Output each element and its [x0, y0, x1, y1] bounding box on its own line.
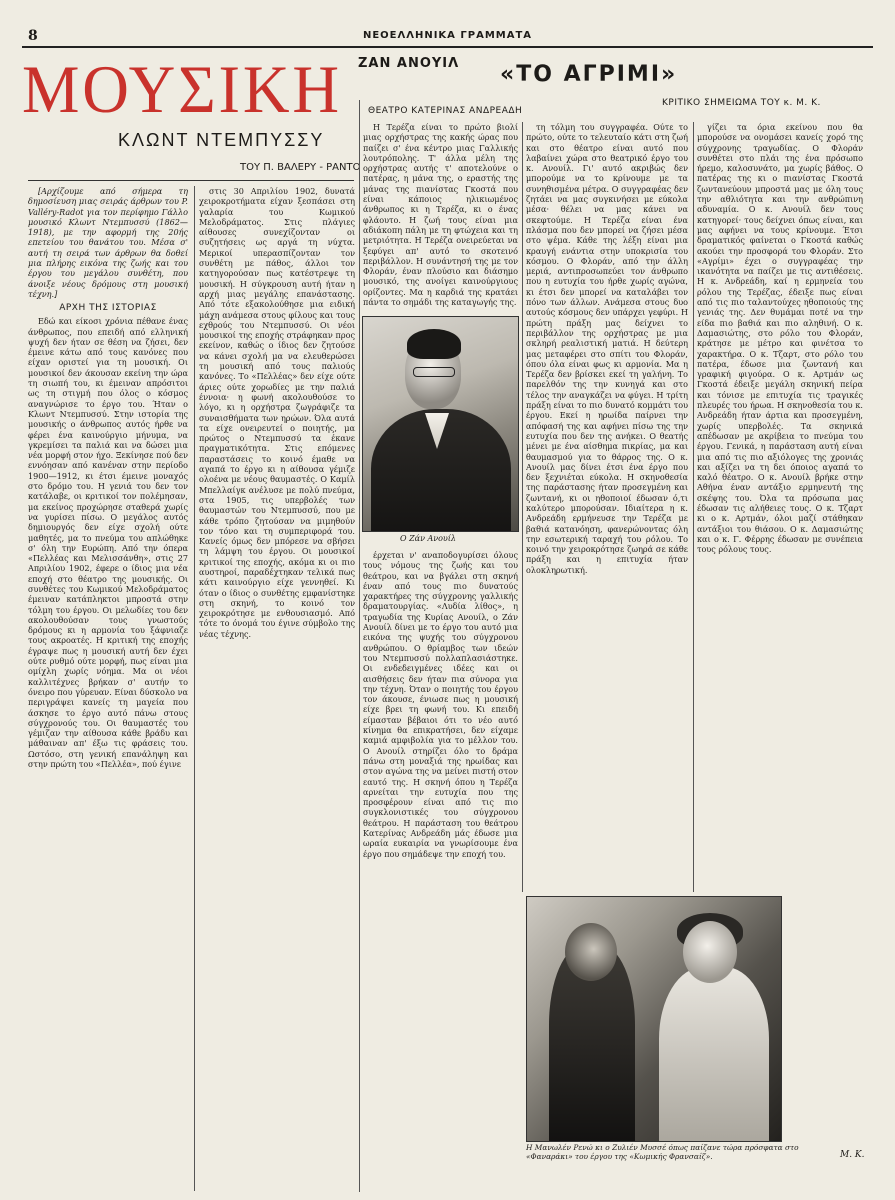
article-title: ΚΛΩΝΤ ΝΤΕΜΠΥΣΣΥ	[118, 130, 325, 150]
article-byline: ΤΟΥ Π. ΒΑΛΕΡΥ - ΡΑΝΤΟ	[240, 162, 361, 173]
column-divider	[693, 122, 694, 892]
critic-signature: Μ. Κ.	[840, 1150, 865, 1160]
play-title: «ΤΟ ΑΓΡΙΜΙ»	[500, 62, 678, 87]
play-author: ΖΑΝ ΑΝΟΥΙΛ	[358, 56, 460, 71]
column-2	[199, 186, 355, 1194]
column-divider	[194, 186, 195, 1191]
theater-name: ΘΕΑΤΡΟ ΚΑΤΕΡΙΝΑΣ ΑΝΔΡΕΑΔΗ	[368, 106, 523, 116]
column-3-bottom	[363, 550, 518, 1190]
column-5-text: γίζει τα όρια εκείνου που θα μπορούσε να ονομάσει κανείς χορό της σύγχρονης τραγωδίας. Ο Φλοράν συνθέτει στο πλάι της ένα πρόσωπο ήρεμο, καλοσυνάτο, μα χωρίς βάθος. Ο πατέρας της κι ο πιανίστας Γκοστά ζωντανεύουν μπροστά μας με όλη τους την αθλιότητα και την ανθρώπινη αδυναμία. Ο κ. Ανουίλ δεν τους κατηγορεί· τους δείχνει όπως είναι, και μας αφήνει να τους κρίνουμε. Έτσι δραματικός φαίνεται ο Γκοστά καθώς ακούει την προσφορά του Φλοράν. Στο «Αγρίμι» έχει ο συγγραφέας την ικανότητα να παίζει με τις αντιθέσεις. Η κ. Ανδρεάδη, καί η ερμηνεία του ρόλου της Τερέζας, έδειξε πως είναι από τις πιο ταλαντούχες ηθοποιούς της γενιάς της. Δεν θυμάμαι ποτέ να την είδα πιο βαθιά και πιο αληθινή. Ο κ. Δαμασιώτης, στο ρόλο του Φλοράν, κράτησε με μέτρο και φινέτσα το χαρακτήρα. Ο κ. Τζαρτ, στο ρόλο του πατέρα, έδωσε μια ζωντανή και γραφική φιγούρα. Ο κ. Αρτμάν ως Γκοστά έδειξε μεγάλη σκηνική πείρα και τόνισε με επιτυχία τις τραγικές πλευρές του ήρωα. Η σκηνοθεσία του κ. Ανδρεάδη ήταν άρτια και προσεγμένη, χωρίς υπερβολές. Τα σκηνικά απέδωσαν με ακρίβεια το πνεύμα του έργου. Γενικά, η παράσταση αυτή είναι μια από τις πιο αξιόλογες της χρονιάς και αξίζει να τη δει όποιος αγαπά το καλό θέατρο. Ο κ. Ανουίλ βρήκε στην Αθήνα έναν αντάξιο ερμηνευτή της σκέψης του. Όλα τα πρόσωπα μας έδωσαν τις αλήθειες τους. Ο κ. Τζαρτ κι ο κ. Αρτμάν, όλοι μαζί στάθηκαν αντάξιοι του θιάσου. Ο κ. Δαμασιώτης και ο κ. Γ. Φέρρης έδωσαν με συνέπεια τους ρόλους τους.	[697, 122, 863, 555]
column-1	[28, 186, 188, 1194]
column-4-text: τη τόλμη του συγγραφέα. Ούτε το πρώτο, ούτε το τελευταίο κάτι στη ζωή και στο θέατρο είναι αυτό που λαβαίνει χώρα στο θεατρικό έργο του κ. Ανουίλ. Γι' αυτό ακριβώς δεν μπορούμε να το κρίνουμε με τα συνηθισμένα μέτρα. Ο συγγραφέας δεν ζητάει να μας συγκινήσει με εύκολα μέσα· θέλει να μας κάνει να σκεφτούμε. Η Τερέζα είναι ένα πλάσμα που δεν μπορεί να ζήσει μέσα στο ψέμα. Κάθε της λέξη είναι μια κραυγή ενάντια στην υποκρισία του κόσμου. Ο Φλοράν, από την άλλη μεριά, αντιπροσωπεύει τον άνθρωπο που η ευτυχία του ήρθε χωρίς αγώνα, κι έτσι δεν μπορεί να καταλάβει τον πόνο των άλλων. Ανάμεσα στους δυο αυτούς κόσμους δεν υπάρχει γεφύρι. Η πρώτη πράξη μας δείχνει το περιβάλλον της ορχήστρας με μια σκληρή ρεαλιστική ματιά. Η δεύτερη μας μεταφέρει στο σπίτι του Φλοράν, όπου όλα είναι φως κι αρμονία. Μα η Τερέζα δεν βρίσκει εκεί τη γαλήνη. Το παρελθόν της την κυνηγά και στο τέλος την αναγκάζει να φύγει. Η τρίτη πράξη είναι το πιο δυνατό κομμάτι του έργου. Εκεί η ηρωίδα παίρνει την απόφασή της και αφήνει πίσω της την ευτυχία που δεν της ανήκει. Ο θεατής μένει με ένα αίσθημα πικρίας, μα και θαυμασμού για το θάρρος της. Ο κ. Ανουίλ μας δίνει έτσι ένα έργο που δεν ξεχνιέται εύκολα. Η σκηνοθεσία της παράστασης ήταν προσεγμένη και ζωντανή, κι οι ηθοποιοί έδωσαν ό,τι καλύτερο μπορούσαν. Ιδιαίτερα η κ. Ανδρεάδη ερμήνευσε την Τερέζα με βαθιά κατανόηση, φανερώνοντας όλη την εσωτερική ταραχή του ρόλου. Το κοινό την χειροκρότησε ζωηρά σε κάθε πράξη και η επιτυχία ήταν ολοκληρωτική.	[526, 122, 688, 575]
critic-note: ΚΡΙΤΙΚΟ ΣΗΜΕΙΩΜΑ ΤΟΥ κ. Μ. Κ.	[662, 98, 821, 108]
column-1-text: Εδώ και είκοσι χρόνια πέθανε ένας άνθρωπος, που επειδή από ελληνική ψυχή δεν ήταν σε θέση να ζήσει, δεν έμεινε κάτω από τους κανόνες που είχαν οριστεί για τη μουσική. Οι μουσικοί δεν άκουσαν εκείνη την ώρα τη σιωπή του, κι έμειναν απρόσιτοι ως τη στιγμή που όλος ο κόσμος αναγνώρισε το έργο του. Ήταν ο Κλωντ Ντεμπυσσύ. Στην ιστορία της μουσικής ο άνθρωπος αυτός ήρθε να φέρει ένα καινούργιο μήνυμα, να γκρεμίσει τα παλιά και να δώσει μια νέα μορφή στον ήχο. Ξεκίνησε πού δεν εννόησαν από κανέναν στην περίοδο 1900—1912, κι έτσι έμεινε μοναχός στο δρόμο του. Η γενιά του δεν τον κατάλαβε, οι κριτικοί τον πολέμησαν, μα εκείνος προχώρησε σταθερά χωρίς να γυρίσει πίσω. Ο μεγάλος αυτός δημιουργός δεν είχε σχολή ούτε μαθητές, μα το πνεύμα του απλώθηκε σ' όλη την Ευρώπη. Από την όπερα «Πελλέας και Μελισσάνθη», στις 27 Απριλίου 1902, έφερε ο ίδιος μια νέα εποχή στο θέατρο της μουσικής. Οι συνθέτες του Κωμικού Μελοδράματος έμειναν κατάπληκτοι μπροστά στην τόλμη του έργου. Οι μελωδίες του δεν ακολουθούσαν τους γνωστούς δρόμους κι η αρμονία του ξάφνιαζε τους ακροατές. Η κριτική της εποχής έγραψε πως η μουσική αυτή δεν έχει ούτε ρυθμό ούτε μορφή, πως είναι μια ομίχλη χωρίς νόημα. Μα οι νέοι καλλιτέχνες βρήκαν σ' αυτήν το όνειρο που γύρευαν. Είναι δύσκολο να περιγράψει κανείς τη μαγεία που άσκησε το έργο αυτό πάνω στους σύγχρονούς του. Οι θαυμαστές του γέμιζαν την αίθουσα κάθε βράδυ και μάθαιναν απ' έξω τις φράσεις του. Ωστόσο, στη γενική επανάληψη και στην πρώτη του «Πελλέα», πού έγινε	[28, 316, 188, 770]
article-intro: [Αρχίζουμε από σήμερα τη δημοσίευση μιας σειράς άρθρων του P. Valléry-Radot για τον περίφημο Γάλλο μουσικό Κλωντ Ντεμπυσσύ (1862—1918), με την αφορμή της 20ής επετείου του θανάτου του. Μέσα σ' αυτή τη σειρά των άρθρων θα δοθεί μια πλήρης εικόνα της ζωής και του έργου του μεγάλου συνθέτη, που άνοιξε νέους δρόμους στη μουσική τέχνη.]	[28, 186, 188, 299]
column-3-top-text: Η Τερέζα είναι το πρώτο βιολί μιας ορχήστρας της κακής ώρας που παίζει σ' ένα κέντρο μιας Γαλλικής λουτρόπολης. Τ' άλλα μέλη της ορχήστρας αυτής τ' αποτελούνε ο πατέρας, η μάνα της, ο εραστής της μάνας της πιανίστας Γκοστά που είναι κάποιος ηλικιωμένος άνθρωπος κι η Τερέζα, κι ο ένας φλάουτο. Η ζωή τους είναι μια αδιάκοπη πάλη με τη φτώχεια και τη μετριότητα. Η Τερέζα ονειρεύεται να ξεφύγει απ' αυτό το σκοτεινό περιβάλλον. Η συνάντησή της με τον Φλοράν, έναν πλούσιο και διάσημο μουσικό, της ανοίγει καινούργιους ορίζοντες. Μα η καρδιά της κρατάει πάντα το σημάδι της καταγωγής της.	[363, 122, 518, 308]
column-2-text: στις 30 Απριλίου 1902, δυνατά χειροκροτήματα είχαν ξεσπάσει στη γαλαρία του Κωμικού Μελοδράματος. Στις πλάγιες αίθουσες συνεχίζονταν οι συζητήσεις ως αργά τη νύχτα. Μερικοί υπερασπίζονταν τον συνθέτη με πάθος, άλλοι τον κατηγορούσαν πως κατέστρεψε τη μουσική. Η σύγκρουση αυτή ήταν η αρχή μιας μεγάλης επανάστασης. Από τότε εξακολούθησε μια ειδική μάχη ανάμεσα στους φίλους και τους εχθρούς του Ντεμπυσσύ. Οι νέοι μουσικοί της εποχής στράφηκαν προς εκείνον, καθώς ο ίδιος δεν ζητούσε να κάνει σχολή μα να ελευθερώσει τη μουσική από τους παλιούς κανόνες. Το «Πελλέας» δεν είχε ούτε άριες ούτε χορωδίες με την παλιά έννοια· η φωνή ακολουθούσε το λόγο, κι η ορχήστρα ζωγράφιζε τα συναισθήματα των ηρώων. Όλα αυτά τα είχε ονειρευτεί ο ποιητής, μα πρώτος ο Ντεμπυσσύ τα έκανε πραγματικότητα. Στις επόμενες παραστάσεις το κοινό έμαθε να αγαπά το έργο κι η αίθουσα γέμιζε ολοένα με νέους θαυμαστές. Ο Καμίλ Μπελλαίγκ ανέλυσε με πολύ πνεύμα, στα 1905, τις υπερβολές των θαυμαστών του Ντεμπυσσύ, που με κάθε τρόπο ζητούσαν να μιμηθούν τον τόνο και τη συμπεριφορά του. Κανείς όμως δεν μπόρεσε να σβήσει τη λάμψη του έργου. Οι μουσικοί κριτικοί της εποχής, ακόμα κι οι πιο αυστηροί, παραδέχτηκαν τελικά πως κάτι καινούργιο είχε γεννηθεί. Κι όταν ο ίδιος ο συνθέτης εμφανίστηκε στη σκηνή, το κοινό τον χειροκρότησε με ενθουσιασμό. Από τότε το όνομά του έγινε σύμβολο της νέας τέχνης.	[199, 186, 355, 639]
column-3-bottom-text: έρχεται ν' αναποδογυρίσει όλους τους νόμους της ζωής και του θεάτρου, και να βγάλει στη σκηνή έναν από τους πιο δυνατούς χαρακτήρες της σύγχρονης γαλλικής δραματουργίας. «Λυδία λίθος», η τραγωδία της Κυρίας Ανουίλ, ο Ζάν Ανουίλ δίνει με το έργο του αυτό μια εικόνα της ψυχής του σύγχρονου ανθρώπου. Ο θρίαμβος των ιδεών του Ντεμπυσσύ πολλαπλασιάστηκε. Οι ενδεδειγμένες ιδέες και οι αισθήσεις δεν ήταν πια σύνορα για την τέχνη. Όταν ο ποιητής του έργου τον άκουσε, ένιωσε πως η μουσική είχε βρει τη φωνή του. Κι επειδή είμασταν βέβαιοι ότι το νέο αυτό κίνημα θα επικρατήσει, δεν είχαμε καμιά αμφιβολία για το μέλλον του. Ο Ανουίλ στηρίζει όλο το δράμα πάνω στη μοναξιά της ηρωίδας και στον αγώνα της να μείνει πιστή στον εαυτό της. Η σκηνή όπου η Τερέζα αρνείται την ευτυχία που της προσφέρουν είναι από τις πιο συγκλονιστικές του σύγχρονου θεάτρου. Η παράσταση του θεάτρου Κατερίνας Ανδρεάδη μάς έδωσε μια ωραία ευκαιρία να γνωρίσουμε ένα έργο που σημάδεψε την εποχή του.	[363, 550, 518, 859]
subheading: ΑΡΧΗ ΤΗΣ ΙΣΤΟΡΙΑΣ	[59, 303, 157, 314]
column-divider	[359, 100, 360, 1192]
section-title: ΜΟΥΣΙΚΗ	[22, 51, 342, 127]
author-photo	[362, 316, 519, 532]
column-divider	[522, 122, 523, 892]
column-3-top	[363, 122, 518, 308]
header-rule	[22, 46, 873, 48]
running-title: ΝΕΟΕΛΛΗΝΙΚΑ ΓΡΑΜΜΑΤΑ	[362, 30, 533, 41]
scene-photo	[526, 896, 782, 1142]
author-photo-caption: Ο Ζάν Ανουίλ	[400, 534, 456, 543]
column-4	[526, 122, 688, 890]
page-number: 8	[28, 28, 38, 44]
scene-photo-caption: Η Μανωλέν Ρενώ κι ο Ζυλιέν Μυσσέ όπως παίζανε τώρα πρόσφατα στο «Φαναράκι» του έργου της «Κωμικής Φρανσαίζ».	[526, 1143, 799, 1161]
article-rule	[28, 180, 354, 181]
